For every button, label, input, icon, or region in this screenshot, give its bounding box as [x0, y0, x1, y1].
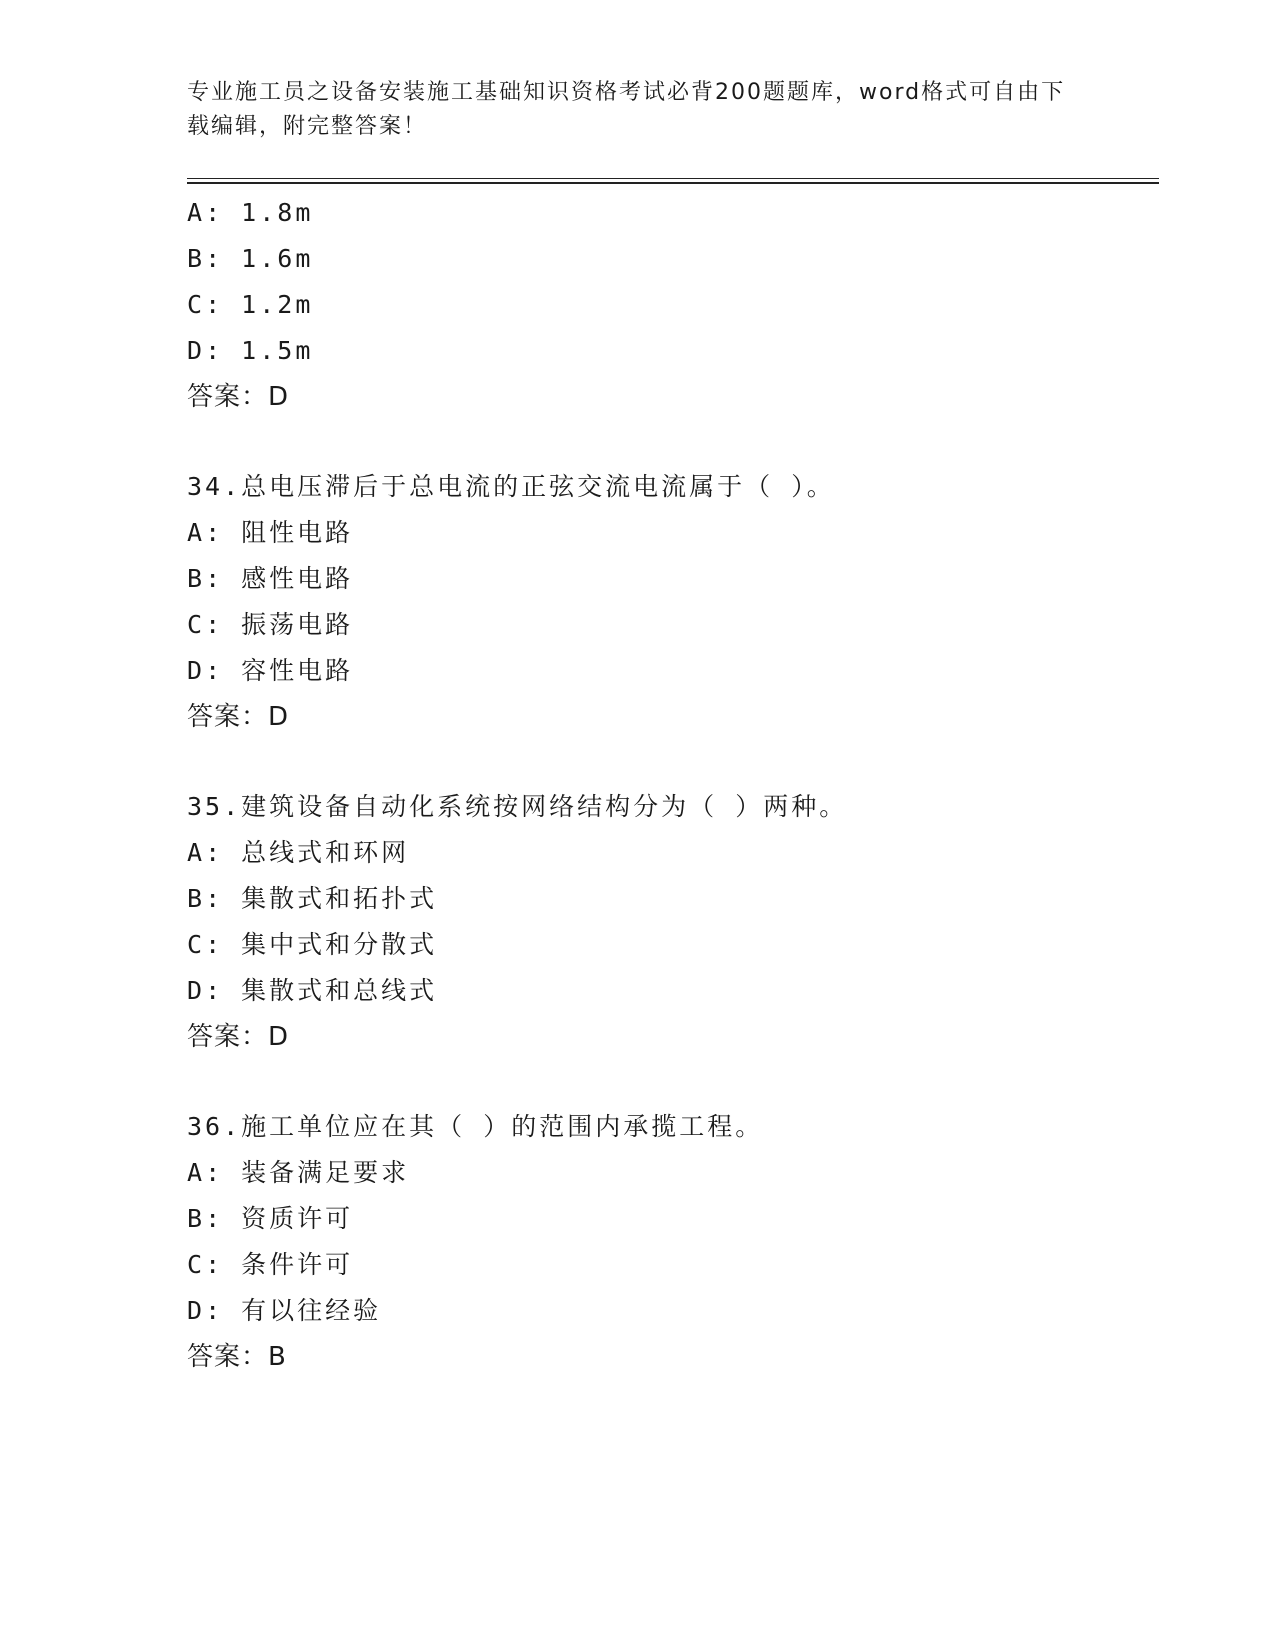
option-a: A: 阻性电路 [187, 518, 354, 547]
option-d: D: 有以往经验 [187, 1296, 382, 1325]
header-rule-thick [187, 182, 1159, 184]
option-b: B: 感性电路 [187, 564, 354, 593]
option-a: A: 总线式和环网 [187, 838, 410, 867]
answer-line: 答案：B [187, 1342, 287, 1372]
option-a: A: 装备满足要求 [187, 1158, 410, 1187]
header-rule-thin [187, 178, 1159, 179]
option-b: B: 资质许可 [187, 1204, 354, 1233]
option-d: D: 1.5m [187, 336, 314, 365]
question-stem: 36.施工单位应在其（ ）的范围内承揽工程。 [187, 1112, 764, 1141]
answer-line: 答案：D [187, 382, 290, 412]
option-b: B: 集散式和拓扑式 [187, 884, 438, 913]
question-stem: 34.总电压滞后于总电流的正弦交流电流属于（ ）。 [187, 472, 835, 501]
option-d: D: 容性电路 [187, 656, 354, 685]
option-a: A: 1.8m [187, 198, 314, 227]
document-header: 专业施工员之设备安装施工基础知识资格考试必背200题题库，word格式可自由下载编辑，附完整答案！ [187, 80, 1066, 139]
option-d: D: 集散式和总线式 [187, 976, 438, 1005]
option-c: C: 振荡电路 [187, 610, 354, 639]
option-c: C: 条件许可 [187, 1250, 354, 1279]
answer-line: 答案：D [187, 1022, 290, 1052]
question-content [187, 190, 1147, 1380]
answer-line: 答案：D [187, 702, 290, 732]
option-c: C: 1.2m [187, 290, 314, 319]
option-c: C: 集中式和分散式 [187, 930, 438, 959]
option-b: B: 1.6m [187, 244, 314, 273]
question-stem: 35.建筑设备自动化系统按网络结构分为（ ）两种。 [187, 792, 848, 821]
